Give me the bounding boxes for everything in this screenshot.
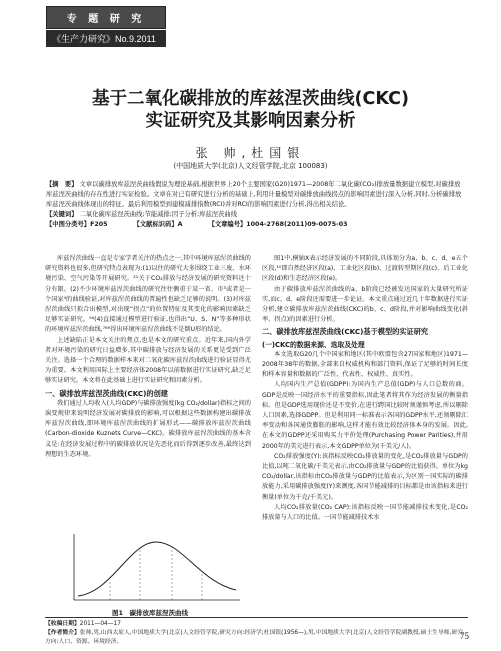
abstract-block	[46, 180, 466, 230]
figure-caption: 图1 碳排放库兹涅茨曲线	[111, 609, 189, 617]
paper-title	[20, 88, 481, 132]
ckc-curve	[78, 542, 236, 596]
article-id	[209, 221, 348, 228]
doc-value: A	[177, 221, 183, 228]
title-line-1: 基于二氧化碳排放的库兹涅茨曲线(CKC)	[92, 89, 409, 109]
paragraph: CO₂排放强度(Y):该指标反映CO₂排放量的变化,是CO₂排放量与GDP的比值,以吨二氧化碳/千美元表示,由CO₂排放量与GDP的比值获得。单位为kg CO₂/dollar,该指标由CO₂排放量与GDP的比值表示,为区别一国实际的碳排放能力,采用碳排放强度(Y)来测度,各国节能减排的目标都是由该指标来进行衡量(单位为千克/千美元)。	[262, 452, 468, 501]
section-heading: 一、碳排放库兹涅茨曲线(CKC)的创建	[45, 388, 168, 398]
doc-label: 【文献标识码】	[133, 221, 178, 228]
keywords-label: 【关键词】	[46, 211, 78, 218]
keywords-text: 二氧化碳库兹涅茨曲线;节能减排;因子分析;库兹涅茨曲线	[79, 211, 237, 218]
column-label: 专 题 研 究	[46, 6, 166, 29]
paragraph: 人均国内生产总值(GDPP):为国内生产总值(GDP)与人口总数的商。GDP是反映一国经济水平的重要指标,因此笔者将其作为经济发展的衡量指标。但是GDP选用现价还是不变价,在进行跨国比较时须谨慎考虑,所以剔除人口因素,选择GDPP。但是利用同一标准表示各国的GDPP水平,还须剔除汇率变动和各国通货膨胀的影响,这样才能有效比较经济体本身的发展。因此,在本文的GDPP还采用购买力平价处理(Purchasing Power Parities),并用2000年的美元进行表示,本文GDPP单位为(千美元/人)。	[262, 381, 468, 450]
footnote-divider	[45, 617, 468, 618]
paragraph: 我们通过人均收入(人均GDP)与碳排放强度(kg CO₂/dollar)指标之间的演变规律来说明经济发展对碳排放的影响,可以根据这些数据构建出碳排放库兹涅茨曲线,即环境库兹涅茨曲线的扩展形式——碳排放库兹涅茨曲线(Carbon-dioxide Kuznets Curve—CKC)。碳排放库兹涅茨曲线的基本含义是:在经济发展过程中的碳排放状况是先恶化而后得到逐步改善,最终达到理想的生态环境。	[45, 399, 251, 458]
class-value: F205	[90, 221, 108, 228]
ckc-diagram	[52, 530, 248, 608]
left-column	[45, 254, 251, 460]
page-number: 75	[460, 631, 469, 641]
received-label: 【收稿日期】	[45, 621, 80, 627]
keywords	[46, 210, 466, 220]
journal-issue: 《生产力研究》No.9.2011	[46, 30, 166, 47]
title-line-2: 实证研究及其影响因素分析	[145, 111, 356, 131]
doc-code	[134, 221, 183, 228]
column-header	[46, 6, 166, 44]
figure-1	[52, 530, 248, 608]
paragraph: 图1中,横轴X表示经济发展的不同阶段,具体划分为a、b、c、d、e五个区段,¹⁰即自然经济区段(a)、工业化区段(b)、过渡转型期区段(c)、后工业化区段(d)和生态经济区段(e)。	[262, 255, 468, 283]
paragraph: 本文选取G20几个中国家和地区(其中欧盟包含27国家和地区)1971—2008年38年的数据,全部来自权威机构和部门资料,保证了足够的时间长度和样本容量和数据的广泛性、代表性、权威性、真实性。	[262, 350, 468, 379]
classification-row	[46, 220, 466, 230]
abstract-label: 【摘 要】	[46, 181, 78, 188]
author-bio	[45, 629, 468, 647]
section-heading: 二、碳排放库兹涅茨曲线(CKC)基于模型的实证研究	[262, 327, 429, 337]
id-label: 【文章编号】	[208, 221, 247, 228]
received-value: 2011—04—17	[79, 621, 121, 627]
abstract-text: 文章以碳排放库兹涅茨曲线假说为理论基础,根据世界上20个主要国家(G20)1971—2008年二氧化碳(CO₂)排放量数据建立模型,对碳排放库兹涅茨曲线的存在性进行实证检验。文章在对已有研究进行分析的基础上,利用计量模型对碳排放曲线拐点的影响因素进行深入分析,同时,分析碳排放库兹涅茨曲线体现出的特征。最后利用模型到建模减排指数(RCI)并对RCI的影响因素进行分析,得出相关结论。	[46, 181, 462, 208]
class-label: 【中图分类号】	[46, 221, 91, 228]
paragraph: 人均CO₂排放量(CO₂ CAP):该指标反映一国节能减排技术变化,是CO₂排放量与人口的比值。一国节能减排技术水	[262, 503, 468, 522]
authors: 张 帅,杜国银	[195, 146, 306, 160]
paragraph: 库兹涅茨曲线一直是专家学者关注的热点之一,其中环境库兹涅茨曲线的研究资料也很多,但研究特点表现为:(1)以往的研究大多围绕工业三废、水环境污染、空气污染等开展研究。²¹关于CO₂排放与经济发展的研究资料还十分有限。(2)不少环境库兹涅茨曲线的研究往往侧重于某一省、市³或者是一个国家⁴的曲线验证,对库兹涅茨曲线的普遍性也缺乏足够的说明。(3)对库兹涅茨曲线只拟合出模型,对出现“拐点”的位置特征及其变化的影响因素缺乏足够实证研究。⁵⁶(4)直接通过模型进行验证,也得出“U、S、N”等多种形状的环境库兹涅茨曲线,⁷⁸⁹得出环境库兹涅茨曲线不是倒U形的结论。	[45, 255, 251, 334]
abstract	[46, 180, 466, 210]
subsection-heading: (一)CKC的数据来源、选取及处理	[262, 340, 365, 349]
affiliation: (中国地质大学(北京)人文经管学院,北京 100083)	[173, 162, 328, 170]
id-value: 1004-2768(2011)09-0075-03	[246, 221, 348, 228]
received-date	[45, 620, 468, 629]
footnote	[45, 620, 468, 647]
class-code	[46, 221, 108, 228]
bio-text: 张帅,男,山西太原人,中国地质大学(北京)人文经管学院,研究方向:经济学;杜国银(1956—),男,中国地质大学(北京)人文经管学院副教授,硕士生导师,研究方向:人口、资源、环境经济。	[45, 630, 463, 645]
right-column	[262, 254, 468, 523]
paragraph: 上述缺陷正是本文关注的焦点,也是本文的研究重点。近年来,国内外学者对环境污染的研究日益增多,其中碳排放与经济发展的关系更是受到广泛关注。选择一个合理的数据样本来对二氧化碳库兹涅茨曲线进行验证显得尤为重要。本文利用国际上主要经济体2008年以前数据进行实证研究,缺乏足够实证研究。本文将在此基础上进行实证研究和因素分析。	[45, 336, 251, 385]
bio-label: 【作者简介】	[45, 630, 80, 636]
paragraph: 由于碳排放库兹涅茨曲线的a、b阶段已经被发达国家的大量研究所证实,而c、d、e阶段还需要进一步论证。本文重点通过近几十年数据进行实证分析,建立碳排放库兹涅茨曲线(CKC)的b、c、d阶段,并对影响曲线变化(斜率、拐点)的因素进行分析。	[262, 285, 468, 324]
